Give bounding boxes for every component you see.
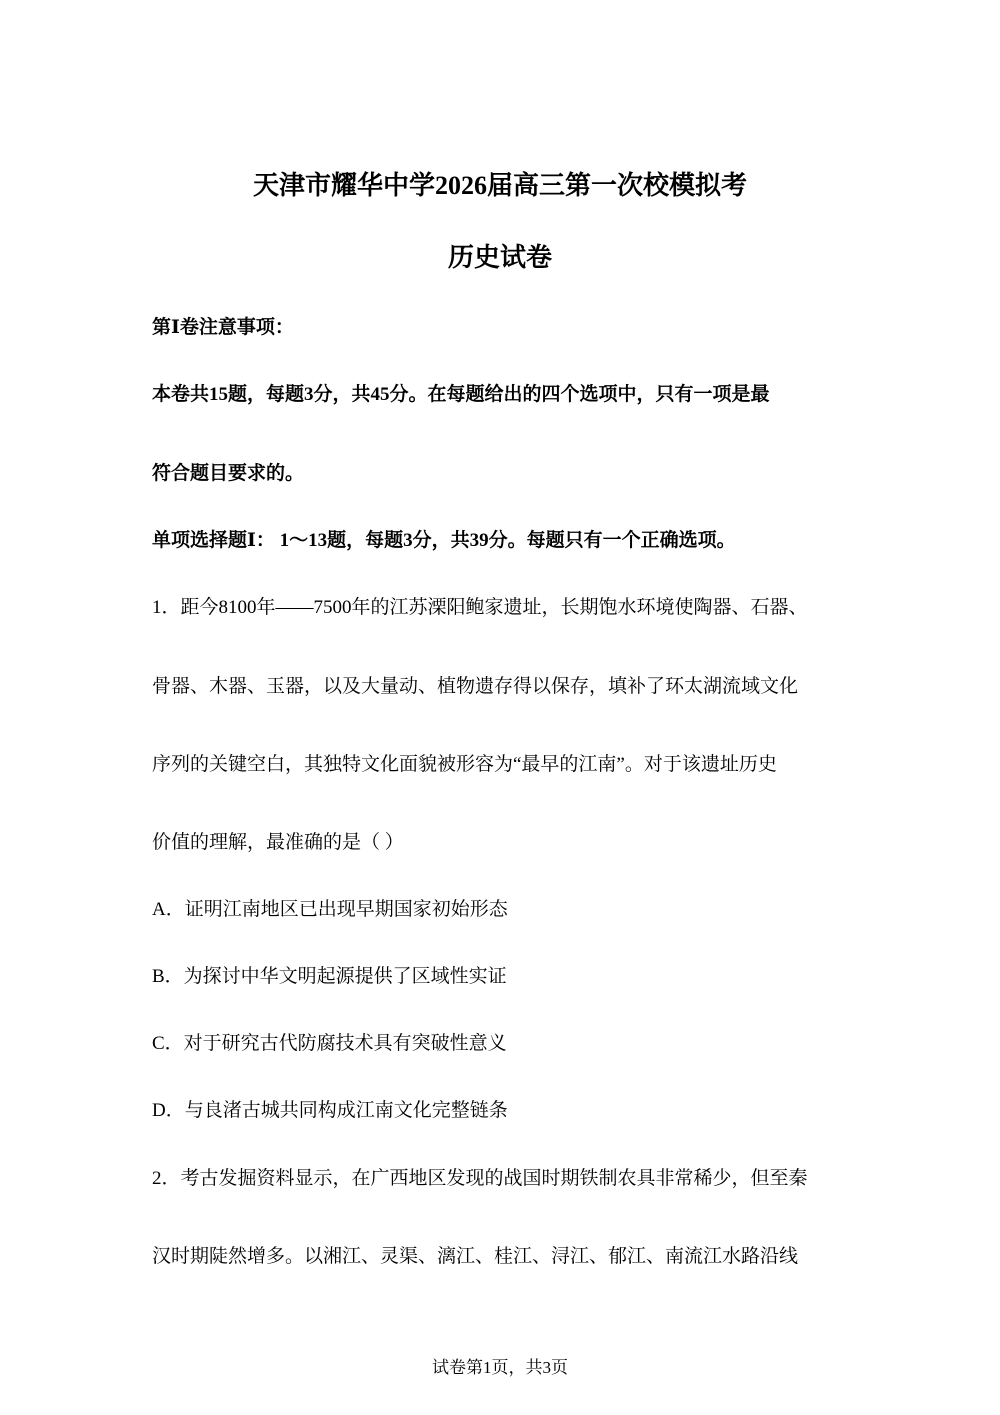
page-footer: 试卷第1页，共3页 — [432, 1358, 568, 1377]
option-a: A．证明江南地区已出现早期国家初始形态 — [152, 899, 508, 920]
question-stem-line: 汉时期陡然增多。以湘江、灵渠、漓江、桂江、浔江、郁江、南流江水路沿线 — [152, 1246, 799, 1267]
question-stem-line: 序列的关键空白，其独特文化面貌被形容为“最早的江南”。对于该遗址历史 — [152, 754, 777, 775]
notice-heading: 第Ⅰ卷注意事项： — [152, 317, 294, 338]
option-d: D．与良渚古城共同构成江南文化完整链条 — [152, 1100, 508, 1121]
question-stem-line: 1．距今8100年——7500年的江苏溧阳鲍家遗址，长期饱水环境使陶器、石器、 — [152, 597, 808, 618]
option-b: B．为探讨中华文明起源提供了区域性实证 — [152, 966, 507, 987]
exam-subtitle: 历史试卷 — [447, 243, 552, 272]
section-heading: 单项选择题Ⅰ： 1～13题，每题3分，共39分。每题只有一个正确选项。 — [152, 530, 736, 551]
exam-title: 天津市耀华中学2026届高三第一次校模拟考 — [252, 171, 747, 200]
notice-text-line-2: 符合题目要求的。 — [152, 463, 305, 484]
question-stem-line: 骨器、木器、玉器，以及大量动、植物遗存得以保存，填补了环太湖流域文化 — [152, 676, 799, 697]
option-c: C．对于研究古代防腐技术具有突破性意义 — [152, 1033, 507, 1054]
notice-text-line-1: 本卷共15题，每题3分，共45分。在每题给出的四个选项中，只有一项是最 — [152, 384, 770, 405]
question-stem-line: 价值的理解，最准确的是（ ） — [152, 832, 404, 853]
question-stem-line: 2．考古发掘资料显示，在广西地区发现的战国时期铁制农具非常稀少，但至秦 — [152, 1168, 808, 1189]
